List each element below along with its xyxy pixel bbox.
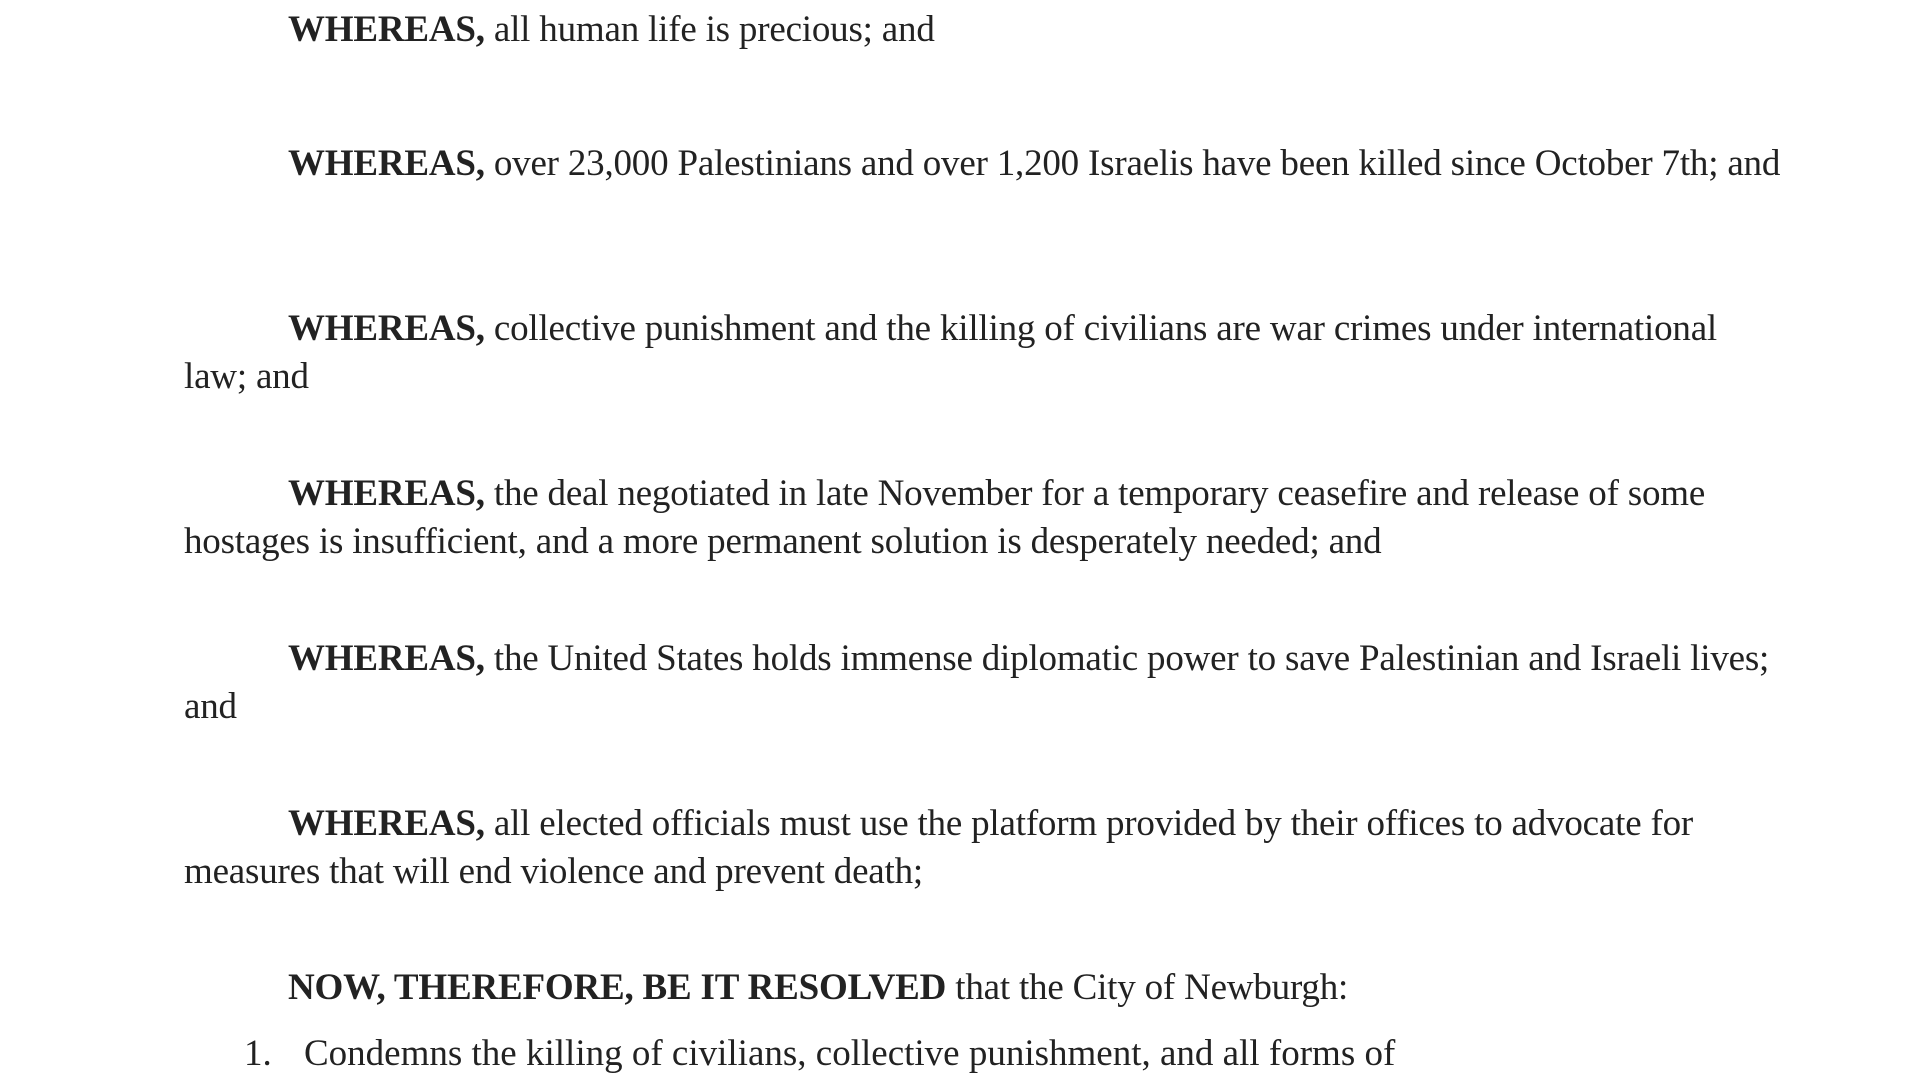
clause-text: all human life is precious; and [484, 9, 935, 50]
clause-keyword: WHEREAS, [288, 9, 485, 50]
clause-text: over 23,000 Palestinians and over 1,200 Israelis have been killed since October 7th; and [484, 143, 1781, 184]
resolved-clause [184, 964, 1784, 1012]
list-item-text: Condemns the killing of civilians, collective punishment, and all forms of [304, 1033, 1396, 1074]
whereas-clause-6 [184, 800, 1784, 896]
clause-keyword: WHEREAS, [288, 143, 485, 184]
whereas-clause-3 [184, 305, 1784, 401]
clause-text: all elected officials must use the platform provided by their offices to advocate for measures that will end violence and prevent death; [184, 803, 1694, 892]
clause-keyword: NOW, THEREFORE, BE IT RESOLVED [288, 967, 947, 1008]
whereas-clause-5 [184, 635, 1784, 731]
clause-keyword: WHEREAS, [288, 308, 485, 349]
clause-keyword: WHEREAS, [288, 473, 485, 514]
clause-keyword: WHEREAS, [288, 638, 485, 679]
clause-keyword: WHEREAS, [288, 803, 485, 844]
resolution-list-item-1 [244, 1030, 1744, 1078]
clause-text: the deal negotiated in late November for a temporary ceasefire and release of some hostages is insufficient, and a more permanent solution is desperately needed; and [184, 473, 1706, 562]
whereas-clause-1 [184, 6, 1784, 54]
whereas-clause-4 [184, 470, 1784, 566]
clause-text: collective punishment and the killing of civilians are war crimes under international law; and [184, 308, 1717, 397]
clause-text: that the City of Newburgh: [946, 967, 1349, 1008]
list-number: 1. [244, 1033, 272, 1074]
whereas-clause-2 [184, 140, 1784, 188]
clause-text: the United States holds immense diplomatic power to save Palestinian and Israeli lives; and [184, 638, 1770, 727]
